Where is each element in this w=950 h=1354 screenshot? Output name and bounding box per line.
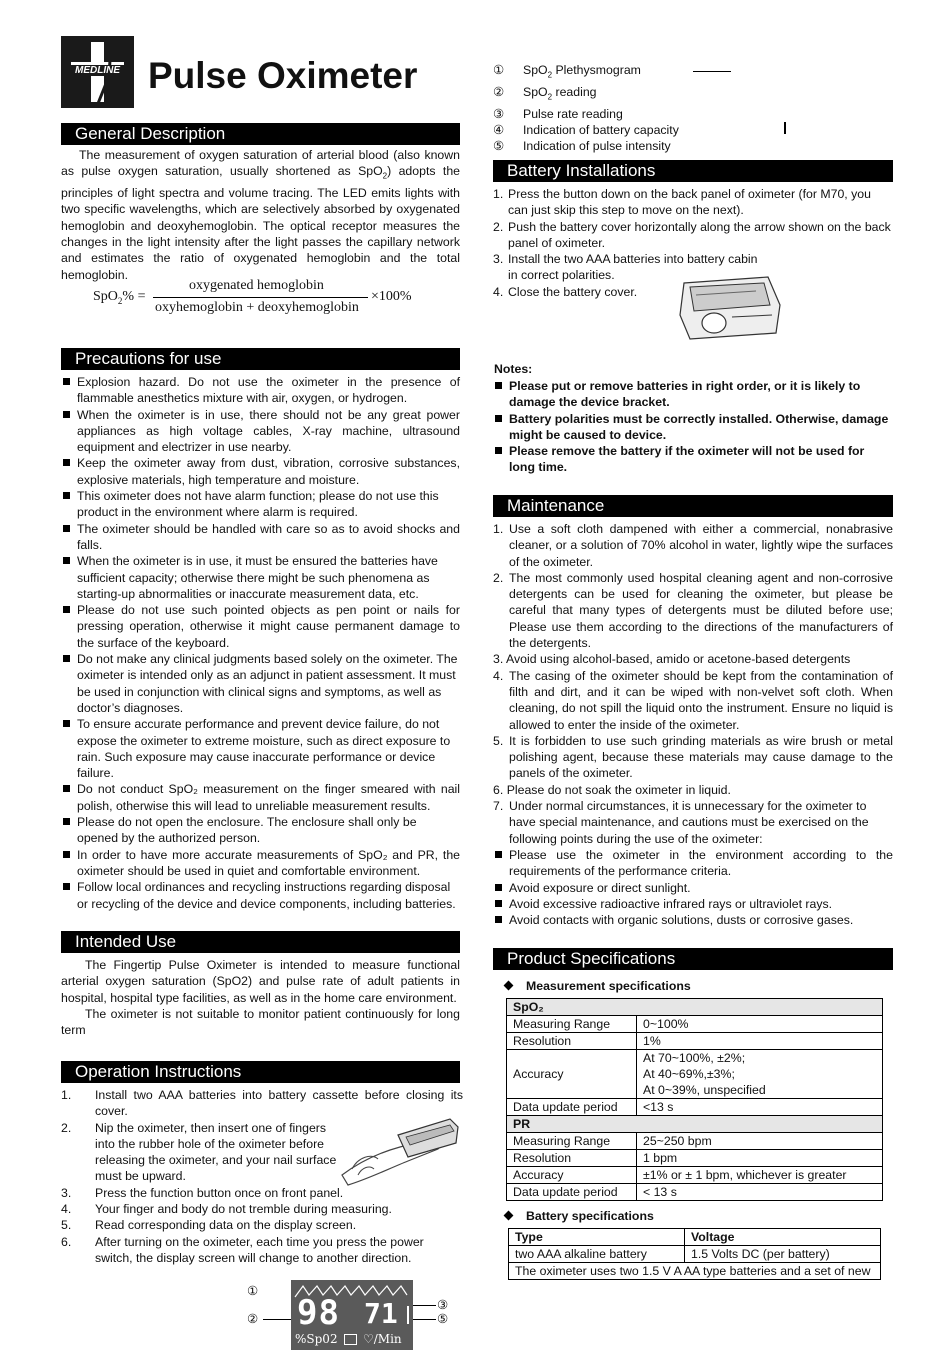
section-heading: General Description	[75, 124, 226, 143]
table-row: Resolution 1%	[507, 1033, 883, 1050]
battery-icon	[344, 1334, 357, 1345]
notes-list	[493, 378, 893, 476]
table-row: The oximeter uses two 1.5 V A AA type batteries and a set of new	[509, 1263, 881, 1280]
list-item: 1. Install two AAA batteries into battery cassette before closing its cover.	[61, 1088, 463, 1119]
formula-fraction-bar	[153, 297, 368, 298]
list-item: Follow local ordinances and recycling instructions regarding disposal or recycling of the device and device components, including batteries.	[61, 879, 460, 912]
list-item: Do not conduct SpO₂ measurement on the finger smeared with nail polish, otherwise this will lead to unreliable measurement results.	[61, 781, 460, 814]
section-heading: Battery Installations	[507, 161, 656, 180]
finger-insertion-illustration	[338, 1113, 464, 1187]
table-row: Data update period < 13 s	[507, 1184, 883, 1201]
legend-item: ③ Pulse rate reading	[493, 106, 623, 121]
list-item: The oximeter should be handled with care so as to avoid shocks and falls.	[61, 521, 460, 554]
callout-5: ⑤	[437, 1312, 449, 1326]
diamond-bullet-icon	[504, 981, 514, 991]
measurement-spec-table	[506, 998, 883, 1201]
table-row: Accuracy At 70~100%, ±2%; At 40~69%,±3%; At 0~39%, unspecified	[507, 1050, 883, 1099]
list-item: Avoid exposure or direct sunlight.	[493, 880, 893, 896]
section-heading: Operation Instructions	[75, 1062, 242, 1081]
formula-numerator: oxygenated hemoglobin	[189, 278, 324, 293]
formula-denominator: oxyhemoglobin + deoxyhemoglobin	[155, 300, 359, 315]
section-heading: Maintenance	[507, 496, 605, 515]
callout-3: ③	[437, 1298, 449, 1312]
measurement-spec-title: Measurement specifications	[497, 978, 691, 994]
legend-item: ⑤ Indication of pulse intensity	[493, 139, 671, 154]
formula-multiplier: ×100%	[371, 289, 412, 304]
list-item: 1. Use a soft cloth dampened with either a commercial, nonabrasive cleaner, or a solution of 70% alcohol in water, lightly wipe the surfaces of the oximeter.	[493, 522, 893, 569]
section-heading: Product Specifications	[507, 949, 676, 968]
pulse-rate-reading: 71	[364, 1297, 398, 1330]
pr-caption: ♡/Min	[363, 1332, 402, 1346]
pulse-intensity-bar	[407, 1306, 409, 1324]
spo2-caption: %Sp02	[295, 1332, 338, 1346]
spo2-formula	[93, 278, 433, 322]
section-heading: Precautions for use	[75, 349, 222, 368]
legend-line-mark	[693, 71, 731, 72]
section-intended-use	[61, 931, 460, 953]
list-item: When the oximeter is in use, there should not be any great power appliances as high voltage cables, X-ray machine, ultrasound equipment and electrizer in use nearby.	[61, 407, 460, 456]
legend-item: ② SpO$_2$ reading	[493, 84, 597, 102]
callout-2: ②	[247, 1312, 259, 1326]
medline-logo	[61, 36, 134, 108]
logo-text: MEDLINE	[75, 65, 120, 76]
general-description-text: The measurement of oxygen saturation of arterial blood (also known as pulse oxygen saturation, usually shortened as SpO$_2$) adopts the principles of light spectra and volume tracing. The LED emits lights with two specific wavelengths, which are selectively absorbed by oxygenated hemoglobin and deoxyhemoglobin. The optical receptor measures the changes in the light intensity after the light passes the capillary network and estimates the ratio of oxygenated hemoglobin and the total hemoglobin.	[61, 148, 460, 282]
list-item: 4. The casing of the oximeter should be kept from the contamination of filth and dirt, and it can be wiped with non-velvet soft cloth. When cleaning, do not spill the liquid onto the instrument. Ensure no liquid is allowed to enter the inside of the oximeter.	[493, 668, 893, 732]
section-battery-installations	[493, 160, 893, 182]
table-row: Resolution 1 bpm	[507, 1150, 883, 1167]
list-item: 4. Close the battery cover.	[493, 284, 638, 299]
list-item: 1. Press the button down on the back panel of oximeter (for M70, you can just skip this step to move on the next).	[493, 187, 871, 218]
legend-item: ① SpO$_2$ Plethysmogram	[493, 63, 641, 80]
list-item: 2. The most commonly used hospital cleaning agent and non-corrosive detergents can be used for cleaning the oximeter, but please be careful that many types of detergents must be diluted before use; Please use them according to the directions of the manufacturers of the detergents.	[493, 570, 893, 651]
table-row: two AAA alkaline battery 1.5 Volts DC (per battery)	[509, 1246, 881, 1263]
list-item: Avoid contacts with organic solutions, dusts or corrosive gases.	[493, 912, 893, 928]
diamond-bullet-icon	[504, 1211, 514, 1221]
list-item: This oximeter does not have alarm function; please do not use this product in the environment where alarm is required.	[61, 488, 460, 521]
callout-1: ①	[247, 1284, 259, 1298]
list-item: When the oximeter is in use, it must be ensured the batteries have sufficient capacity; otherwise there might be such phenomena as starting-up abnormalities or inaccurate measurement data, etc.	[61, 553, 460, 602]
legend-bar-mark	[784, 122, 786, 134]
table-row: Measuring Range 0~100%	[507, 1016, 883, 1033]
maintenance-list	[493, 521, 893, 928]
callout-line	[410, 1305, 436, 1306]
list-item: To ensure accurate performance and prevent device failure, do not expose the oximeter to extreme moisture, such as direct exposure to rain. Such exposure may cause inaccurate performance or device failure.	[61, 716, 460, 781]
list-item: Please put or remove batteries in right order, or it is likely to damage the device bracket.	[493, 378, 893, 411]
intended-use-text	[61, 957, 460, 1038]
list-item: In order to have more accurate measurements of SpO₂ and PR, the oximeter should be used in quiet and comfortable environment.	[61, 847, 460, 880]
page-title: Pulse Oximeter	[148, 55, 418, 96]
table-row: Type Voltage	[509, 1229, 881, 1246]
list-item: Do not make any clinical judgments based solely on the oximeter. The oximeter is intended only as an adjunct in patient assessment. It must be used in conjunction with clinical signs and symptoms, as well as doctor’s diagnoses.	[61, 651, 460, 716]
notes-heading: Notes:	[494, 362, 533, 376]
list-item: Keep the oximeter away from dust, vibration, corrosive substances, explosive materials, high temperature and moisture.	[61, 455, 460, 488]
formula-lhs: SpO$_2$% =	[93, 289, 146, 306]
list-item: Please do not open the enclosure. The enclosure shall only be opened by the authorized person.	[61, 814, 460, 847]
list-item: Avoid excessive radioactive infrared rays or ultraviolet rays.	[493, 896, 893, 912]
list-item: 6. Please do not soak the oximeter in liquid.	[493, 782, 731, 797]
list-item: 2. Push the battery cover horizontally along the arrow shown on the back panel of oximeter.	[493, 219, 891, 250]
section-precautions	[61, 348, 460, 370]
oximeter-screen	[291, 1280, 413, 1350]
list-item: Please do not use such pointed objects as pen point or nails for pressing operation, otherwise it might cause permanent damage to the surface of the keyboard.	[61, 602, 460, 651]
list-item: 7. Under normal circumstances, it is unnecessary for the oximeter to have special maintenance, and cautions must be exercised on the following points during the use of the oximeter:	[493, 799, 869, 846]
list-item: Explosion hazard. Do not use the oximeter in the presence of flammable anesthetics mixture with air, oxygen, or hydrogen.	[61, 374, 460, 407]
table-row: PR	[507, 1116, 883, 1133]
section-product-specifications	[493, 948, 893, 970]
list-item: Please remove the battery if the oximeter will not be used for long time.	[493, 443, 893, 476]
display-diagram	[240, 1280, 460, 1350]
section-heading: Intended Use	[75, 932, 177, 951]
display-legend	[493, 62, 753, 154]
section-maintenance	[493, 495, 893, 517]
spo2-reading: 98	[297, 1293, 340, 1333]
list-item: 2. Nip the oximeter, then insert one of fingers into the rubber hole of the oximeter before releasing the oximeter, and your nail surface must be upward.	[61, 1120, 337, 1184]
precautions-list	[61, 374, 460, 912]
list-item: 3. Avoid using alcohol-based, amido or acetone-based detergents	[493, 652, 851, 667]
callout-line	[410, 1319, 436, 1320]
list-item: 3. Install the two AAA batteries into battery cabin in correct polarities.	[493, 252, 758, 283]
table-row: Data update period <13 s	[507, 1099, 883, 1116]
table-row: Measuring Range 25~250 bpm	[507, 1133, 883, 1150]
legend-item: ④ Indication of battery capacity	[493, 122, 679, 137]
section-operation-instructions	[61, 1061, 460, 1083]
callout-line	[263, 1319, 291, 1320]
battery-installation-illustration	[676, 275, 786, 341]
battery-spec-title: Battery specifications	[497, 1208, 654, 1224]
paragraph: The Fingertip Pulse Oximeter is intended to measure functional arterial oxygen saturation (SpO2) and pulse rate of adult patients in hospital, hospital type facilities, as well as in the home care environment.	[61, 958, 460, 1005]
list-item: 5. It is forbidden to use such grinding materials as wire brush or metal polishing agent, because these materials may cause damage to the panels of the oximeter.	[493, 733, 893, 781]
list-item: 6. After turning on the oximeter, each time you press the power switch, the display screen will change to another direction.	[61, 1234, 424, 1265]
paragraph: The oximeter is not suitable to monitor patient continuously for long term	[61, 1006, 460, 1038]
list-item: Please use the oximeter in the environment according to the requirements of the performance criteria.	[493, 847, 893, 880]
battery-spec-table	[508, 1228, 881, 1280]
list-item: 5. Read corresponding data on the display screen.	[61, 1218, 357, 1233]
section-general-description	[61, 123, 460, 145]
table-row: SpO₂	[507, 999, 883, 1016]
table-row: Accuracy ±1% or ± 1 bpm, whichever is greater	[507, 1167, 883, 1184]
list-item: Battery polarities must be correctly installed. Otherwise, damage might be caused to device.	[493, 411, 893, 444]
list-item: 4. Your finger and body do not tremble during measuring.	[61, 1202, 392, 1217]
list-item: 3. Press the function button once on front panel.	[61, 1185, 344, 1200]
